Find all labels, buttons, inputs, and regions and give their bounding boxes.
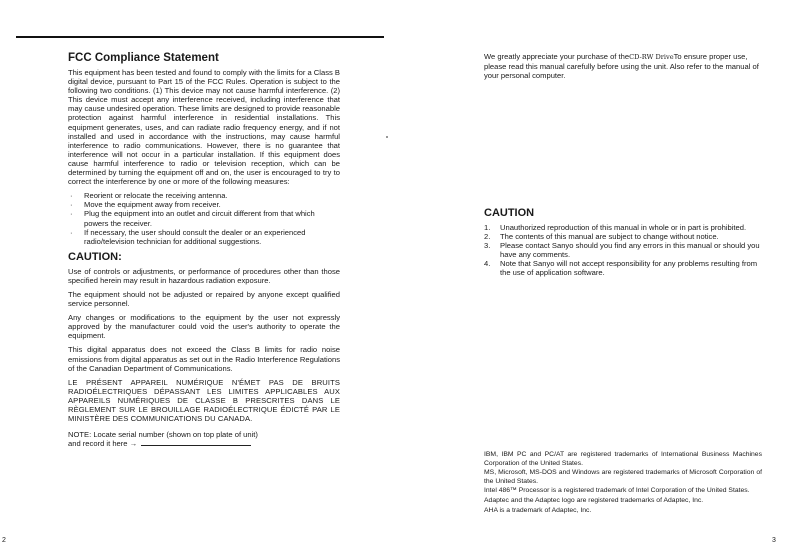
measure-text: If necessary, the user should consult the dealer or an experienced radio/television technician for additional suggestions. [84,227,306,246]
page-number-left: 2 [2,537,6,544]
trademark-line: IBM, IBM PC and PC/AT are registered trademarks of International Business Machines Corporation of the United States. [484,451,762,467]
item-number: 1. [484,223,491,232]
bullet-icon: · [70,200,73,210]
list-item [484,232,762,241]
caution-list [484,223,762,278]
intro-before: We greatly appreciate your purchase of the [484,52,630,61]
right-intro [484,52,762,80]
left-text-column [68,52,340,448]
caution-paragraph: Any changes or modifications to the equipment by the user not expressly approved by the manufacturer could void the user's authority to operate the equipment. [68,313,340,341]
item-number: 3. [484,241,491,251]
intro-after: To ensure proper use, please read this manual carefully before using the unit. Also refer to the manual of your personal computer. [484,52,759,81]
trademark-line: AHA is a trademark of Adaptec, Inc. [484,506,592,514]
item-number: 4. [484,259,491,269]
serial-note-line1: NOTE: Locate serial number (shown on top plate of unit) [68,430,258,440]
item-text: Unauthorized reproduction of this manual in whole or in part is prohibited. [500,223,747,232]
bullet-icon: · [70,209,73,219]
item-number: 2. [484,232,491,242]
bullet-icon: · [70,227,73,237]
scan-speck [386,136,388,138]
trademark-line: Adaptec and the Adaptec logo are registered trademarks of Adaptec, Inc. [484,496,704,504]
right-caution-title: CAUTION [484,207,535,219]
left-caution-title: CAUTION: [68,250,122,263]
serial-note-line2: and record it here → [68,439,138,449]
page-number-right: 3 [772,537,776,544]
measure-text: Reorient or relocate the receiving antenna. [84,191,228,201]
item-text: The contents of this manual are subject to change without notice. [500,232,719,242]
fcc-title: FCC Compliance Statement [68,52,219,64]
list-item [484,259,762,277]
list-item [68,200,340,209]
caution-paragraph: The equipment should not be adjusted or repaired by anyone except qualified service personnel. [68,289,340,309]
trademark-line: MS, Microsoft, MS-DOS and Windows are registered trademarks of Microsoft Corporation of the United States. [484,469,762,485]
list-item [484,241,762,259]
list-item [68,228,340,246]
item-text: Note that Sanyo will not accept responsibility for any problems resulting from the use of application software. [500,259,758,278]
list-item [68,191,340,200]
serial-number-blank [141,445,251,446]
trademarks-block [484,451,762,516]
fcc-intro: This equipment has been tested and found to comply with the limits for a Class B digital device, pursuant to Part 15 of the FCC Rules. Operation is subject to the following two conditions. (1) This device may not cause harmful interference. (2) This device must accept any interference received, including interference that may cause undesired operation. These limits are designed to provide reasonable protection against harmful interference in residential installations. This equipment generates, uses, and can radiate radio frequency energy, and if not installed and used in accordance with the instructions, may cause harmful interference to radio communications. However, there is no guarantee that interference will not occur in a particular installation. If this equipment does cause harmful interference to radio or television reception, which can be determined by turning the equipment off and on, the user is encouraged to try to correct the interference by one or more of the following measures: [68,68,340,187]
french-notice: LE PRÉSENT APPAREIL NUMÉRIQUE N'ÉMET PAS DE BRUITS RADIOÉLECTRIQUES DÉPASSANT LES LIMITES APPLICABLES AUX APPAREILS NUMÉRIQUES DE CLASSE B PRESCRITES DANS LE RÈGLEMENT SUR LE BROUILLAGE RADIOÉLECTRIQUE ÉDICTÉ PAR LE MINISTÈRE DES COMMUNICATIONS DU CANADA. [68,377,340,424]
list-item [484,223,762,232]
measures-list [68,191,340,246]
list-item [68,209,340,227]
item-text: Please contact Sanyo should you find any errors in this manual or should you have any comments. [500,241,760,260]
caution-paragraph: Use of controls or adjustments, or performance of procedures other than those specified herein may result in hazardous radiation exposure. [68,266,340,285]
measure-text: Plug the equipment into an outlet and circuit different from that which powers the receiver. [84,209,315,228]
right-caution-section [484,207,762,278]
bullet-icon: · [70,191,73,201]
serial-note-line2-wrap [68,439,340,448]
caution-paragraph: This digital apparatus does not exceed the Class B limits for radio noise emissions from digital apparatus as set out in the Radio Interference Regulations of the Canadian Department of Communications. [68,345,340,373]
trademark-line: Intel 486™ Processor is a registered trademark of Intel Corporation of the United States. [484,487,750,495]
product-name: CD-RW Drive [629,53,674,61]
measure-text: Move the equipment away from receiver. [84,200,221,210]
right-header-rule [42,36,384,38]
serial-note [68,430,340,448]
